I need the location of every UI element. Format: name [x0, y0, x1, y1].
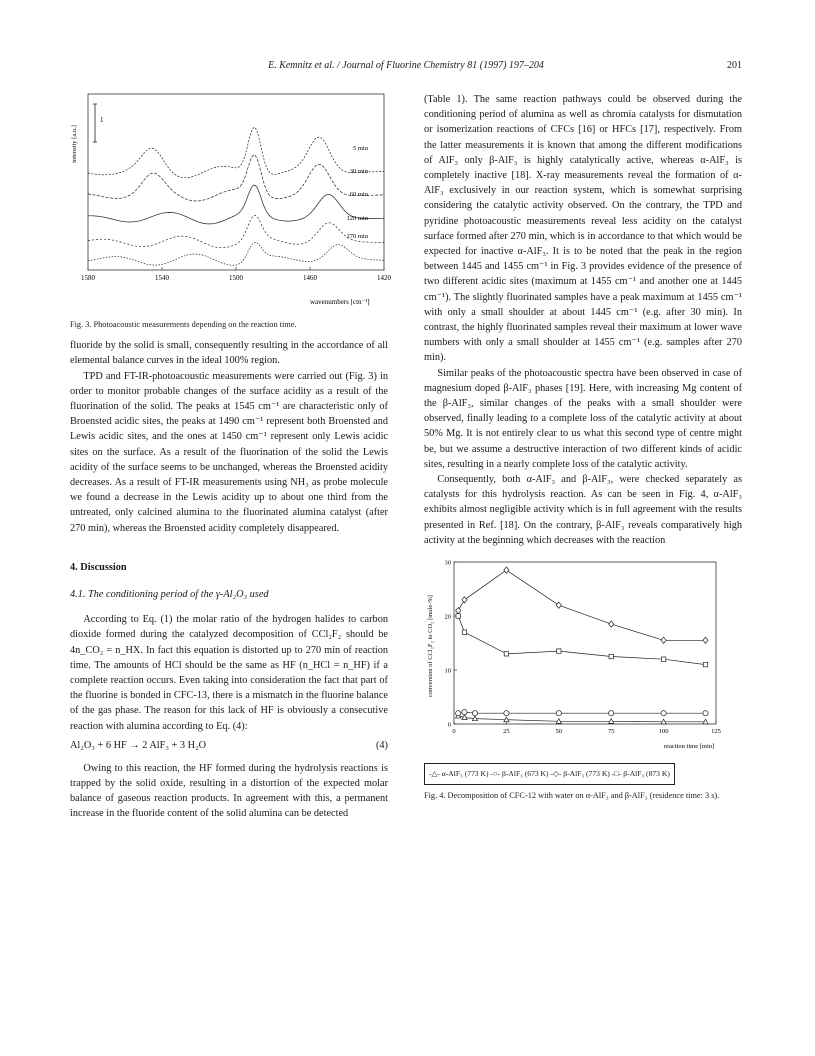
left-paragraph-3: According to Eq. (1) the molar ratio of the hydrogen halides to carbon dioxide formed during the catalyzed decomposition of CCl₂F₂ should be 4n_CO₂ = n_HX. In fact this equation is distorted up to 270 min of reaction time. The amounts of HCl should be the same as HF (n_HCl = n_HF) if a complete reaction occurs. Even taking into consideration the fact that part of the fluorine is bonded in CFC-13, there is a mismatch in the fluorine balance of the gas phase. The reason for this lack of HF is obviously a consecutive reaction with alumina according to Eq. (4):	[70, 614, 388, 732]
x-tick-label: 1420	[377, 274, 391, 282]
spectrum-trace	[88, 215, 384, 248]
y-axis-label: intensity [a.u.]	[71, 125, 78, 163]
y-tick-label: 30	[444, 559, 451, 567]
page-number: 201	[727, 60, 742, 71]
equation-number: (4)	[375, 739, 388, 751]
x-tick-label: 1540	[155, 274, 169, 282]
marker-circle	[504, 711, 509, 716]
spectrum-trace	[88, 242, 384, 265]
series-line	[458, 570, 705, 640]
x-tick-label: 50	[555, 728, 563, 736]
marker-diamond	[504, 567, 509, 573]
legend-marker-diamond: -◇-	[550, 769, 564, 779]
marker-circle	[609, 711, 614, 716]
marker-diamond	[462, 597, 467, 603]
equation-text: Al₂O₃ + 6 HF → 2 AlF₃ + 3 H₂O	[70, 739, 207, 751]
legend-marker-square: -□-	[611, 769, 624, 779]
journal-citation: E. Kemnitz et al. / Journal of Fluorine Chemistry 81 (1997) 197–204	[268, 60, 544, 71]
figure-4-caption: Fig. 4. Decomposition of CFC-12 with water on α-AlF₃ and β-AlF₃ (residence time: 3 s).	[424, 790, 720, 800]
left-paragraph-4: Owing to this reaction, the HF formed during the hydrolysis reactions is trapped by the solid oxide, resulting in a distortion of the expected molar balance of gaseous reaction products. In agreement with this, a permanent increase in the fluoride content of the solid alumina can be detected	[70, 762, 388, 820]
right-paragraph-3: Consequently, both α-AlF₃ and β-AlF₃, were checked separately as catalysts for this hydrolysis reaction. As can be seen in Fig. 4, α-AlF₃ exhibits almost negligible activity which is in full agreement with the results presented in Ref. [18]. On the contrary, β-AlF₃ reveals comparatively high activity at the beginning which decreases with the reaction	[424, 474, 742, 546]
legend-label: β-AlF₃ (773 K)	[563, 769, 610, 779]
legend-items	[429, 769, 670, 778]
left-column	[70, 92, 391, 822]
marker-diamond	[661, 637, 666, 643]
marker-square	[703, 662, 707, 666]
x-tick-label: 1580	[81, 274, 95, 282]
marker-square	[661, 657, 665, 661]
plot-frame	[88, 94, 384, 270]
series-line	[458, 716, 705, 722]
equation-4	[70, 738, 388, 755]
trace-labels	[347, 145, 369, 240]
marker-diamond	[556, 602, 561, 608]
x-axis-label: reaction time [min]	[664, 743, 715, 751]
marker-square	[504, 652, 508, 656]
spectrum-trace	[88, 155, 384, 201]
figure-4-chart	[424, 556, 742, 754]
scale-mark: 1	[100, 116, 104, 124]
figure-3-caption: Fig. 3. Photoacoustic measurements depending on the reaction time.	[70, 320, 297, 330]
trace-label: 120 min	[346, 215, 368, 222]
marker-square	[557, 649, 561, 653]
subsection-heading: 4.1. The conditioning period of the γ-Al₂O₃ used	[70, 589, 269, 601]
x-tick-label: 1500	[229, 274, 243, 282]
x-tick-label: 75	[607, 728, 615, 736]
x-tick-label: 0	[452, 728, 456, 736]
series-group	[456, 713, 709, 724]
spectrum-trace	[88, 127, 384, 177]
x-ticks	[81, 267, 392, 282]
plot-frame	[454, 562, 716, 724]
x-axis-label: wavenumbers [cm⁻¹]	[310, 298, 370, 306]
left-paragraph-2: TPD and FT-IR-photoacoustic measurements were carried out (Fig. 3) in order to monitor probable changes of the surface acidity as a result of the fluorination of the solid. The peaks at 1545 cm⁻¹ are characteristic only of Broensted acidic sites, the peaks at 1490 cm⁻¹ represent both Broensted and Lewis acidic sites, and the ones at 1450 cm⁻¹ represent only Lewis acidic sites on the surface. As a result of the fluorination of the solid the Lewis acidity of the surface seems to be unchanged, whereas the Broensted acidity decreases. As a result of FT-IR measurements using NH₃ as probe molecule we found a decrease in the Lewis acidity up to about one third from the untreated, only calcined alumina to the fluorinated alumina catalyst (after 270 min), whereas the Broensted acidity completely disappeared.	[70, 370, 388, 534]
figure-4-legend	[424, 763, 675, 784]
trace-label: 5 min	[353, 145, 368, 152]
marker-diamond	[703, 637, 708, 643]
legend-marker-triangle: -△-	[429, 769, 442, 779]
marker-circle	[462, 710, 467, 715]
series-group	[456, 710, 709, 716]
y-axis-label: conversion of CCl₂F₂ to CO₂ [mole-%]	[427, 595, 434, 698]
y-tick-label: 20	[444, 613, 451, 621]
right-paragraph-2: Similar peaks of the photoacoustic spectra have been observed in case of magnesium doped β-AlF₃ phases [19]. Here, with increasing Mg content of the β-AlF₃, similar changes of the peaks with a small shoulder were observed, finally leading to a complete loss of the catalytic activity at about 50% Mg. It is not entirely clear to us what this second type of centre might be, but we assume a destructive interaction of two different kinds of acidic sites, resulting in a nearly complete loss of the catalytic activity.	[424, 367, 742, 470]
marker-square	[462, 630, 466, 634]
marker-circle	[556, 711, 561, 716]
x-tick-label: 1460	[303, 274, 317, 282]
legend-marker-circle: -○-	[490, 769, 502, 779]
legend-label: α-AlF₃ (773 K)	[441, 769, 489, 779]
series-line	[458, 712, 705, 713]
spectrum-trace	[88, 185, 384, 224]
running-header	[70, 60, 742, 76]
marker-circle	[703, 711, 708, 716]
marker-diamond	[456, 608, 461, 614]
left-paragraph-1: fluoride by the solid is small, consequently resulting in the accordance of all elemental balance curves in the ideal 100% region.	[70, 340, 388, 367]
right-paragraph-1: (Table 1). The same reaction pathways could be observed during the conditioning period of alumina as well as chromia catalysts for dismutation or isomerization reactions of CFCs [16] or HFCs [17], respectively. From the latter measurements it is known that among the different modifications of AlF₃ only β-AlF₃ is highly catalytically active, whereas α-AlF₃ is completely inactive [18]. X-ray measurements reveal the formation of α-AlF₃ exclusively in our reaction system, which is somewhat surprising considering the catalytic activity observed. On the contrary, the TPD and pyridine photoacoustic measurements reveal less acidity on the catalyst surface formed after 270 min, which is in accordance to that which would be expected for inactive α-AlF₃. It is to be noted that the peak in the region between 1445 and 1455 cm⁻¹ in Fig. 3 provides evidence of the presence of two different acidic sites (maximum at 1455 cm⁻¹ and another one at 1445 cm⁻¹). The slightly fluorinated samples have a peak maximum at 1455 cm⁻¹ with only a small shoulder at about 1445 cm⁻¹ (e.g. after 30 min). In contrast, the highly fluorinated samples reveal their maximum at lower wave numbers with only a small shoulder at 1455 cm⁻¹ (e.g. samples after 270 min).	[424, 94, 742, 364]
trace-label: 60 min	[349, 191, 368, 198]
axis-ticks	[445, 560, 721, 736]
figure-3	[70, 92, 391, 330]
y-tick-label: 10	[444, 667, 451, 675]
x-tick-label: 100	[658, 728, 669, 736]
right-column	[424, 92, 742, 801]
marker-square	[456, 614, 460, 618]
y-tick-label: 0	[447, 721, 451, 729]
legend-label: β-AlF₃ (673 K)	[501, 769, 549, 779]
x-tick-label: 25	[503, 728, 510, 736]
series-group	[456, 567, 709, 643]
marker-square	[609, 654, 613, 658]
x-tick-label: 125	[711, 728, 721, 736]
trace-label: 30 min	[349, 168, 368, 175]
marker-circle	[472, 711, 477, 716]
marker-diamond	[609, 621, 614, 627]
marker-circle	[661, 711, 666, 716]
marker-circle	[456, 711, 461, 716]
trace-label: 270 min	[346, 233, 368, 240]
spectra-traces	[88, 127, 384, 265]
data-series	[456, 567, 709, 724]
legend-label: β-AlF₃ (873 K)	[623, 769, 670, 779]
figure-3-spectra	[70, 92, 391, 314]
section-heading: 4. Discussion	[70, 561, 127, 573]
figure-4	[424, 556, 742, 800]
